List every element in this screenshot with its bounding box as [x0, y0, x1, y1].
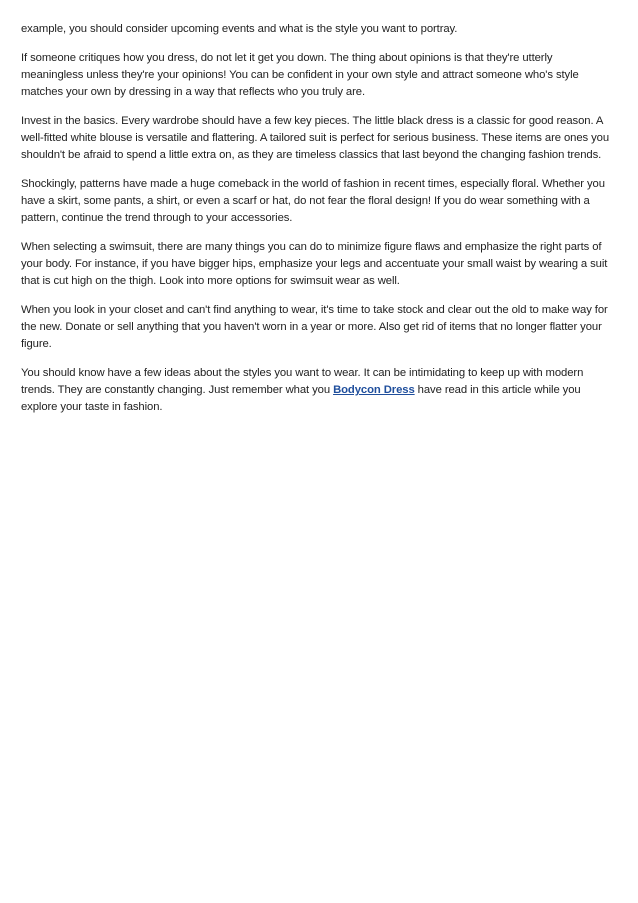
- paragraph: example, you should consider upcoming events and what is the style you want to portray.: [21, 23, 458, 35]
- paragraph: Shockingly, patterns have made a huge comeback in the world of fashion in recent times, especially floral. Whether you have a skirt, some pants, a shirt, or even a scarf or hat, do not fear the floral design! If you do wear something with a pattern, continue the trend through to your accessories.: [21, 178, 605, 224]
- bodycon-dress-link[interactable]: Bodycon Dress: [333, 384, 415, 396]
- document-body: [21, 21, 617, 428]
- paragraph: When selecting a swimsuit, there are many things you can do to minimize figure flaws and emphasize the right parts of your body. For instance, if you have bigger hips, emphasize your legs and accentuate your small waist by wearing a suit that is cut high on the thigh. Look into more options for swimsuit wear as well.: [21, 241, 608, 287]
- paragraph: If someone critiques how you dress, do not let it get you down. The thing about opinions is that they're utterly meaningless unless they're your opinions! You can be confident in your own style and attract someone who's style matches your own by dressing in a way that reflects who you truly are.: [21, 52, 579, 98]
- final-paragraph-text-after: have read in this article while you explore your taste in fashion.: [21, 384, 581, 413]
- paragraph: Invest in the basics. Every wardrobe should have a few key pieces. The little black dress is a classic for good reason. A well-fitted white blouse is versatile and flattering. A tailored suit is perfect for serious business. These items are ones you shouldn't be afraid to spend a little extra on, as they are timeless classics that last beyond the changing fashion trends.: [21, 115, 610, 161]
- final-paragraph: [21, 365, 617, 416]
- paragraph: When you look in your closet and can't find anything to wear, it's time to take stock and clear out the old to make way for the new. Donate or sell anything that you haven't worn in a year or more. Also get rid of items that no longer flatter your figure.: [21, 304, 608, 350]
- final-paragraph-text-before: You should know have a few ideas about the styles you want to wear. It can be intimidating to keep up with modern trends. They are constantly changing. Just remember what you: [21, 367, 584, 396]
